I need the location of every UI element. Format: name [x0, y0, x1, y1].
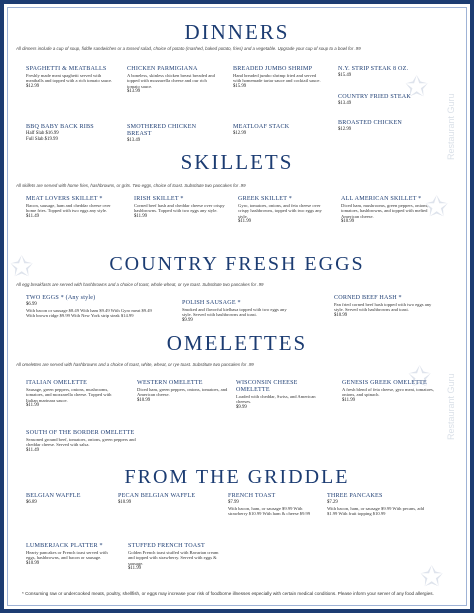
menu-item [128, 543, 220, 572]
item-desc: Sausage, green peppers, onions, mushrooms, tomatoes, and mozzarella cheese. Topped with Italian marinara sauce. [26, 387, 112, 403]
item-desc: With bacon or sausage $8.49 With ham $9.49 With Gyro meat $9.49 With brown ridge $9.99 With New York strip steak $14.99 [26, 307, 152, 318]
menu-item [228, 493, 320, 516]
item-name: GENESIS GREEK OMELETTE [342, 380, 427, 386]
item-price: $11.99 [238, 219, 252, 225]
item-desc: Hearty pancakes or French toast served with eggs, hashbrowns, and bacon or sausage. [26, 550, 108, 561]
item-desc: With bacon, ham, or sausage $9.99 With strawberry $10.99 With ham & cheese $9.99 [228, 505, 311, 516]
menu-item [26, 66, 118, 89]
item-name: IRISH SKILLET * [134, 196, 184, 202]
item-name: SPAGHETTI & MEATBALLS [26, 66, 107, 72]
item-price: $11.99 [26, 403, 40, 409]
item-price: Full Slab $19.99 [26, 136, 58, 142]
item-name: BROASTED CHICKEN [338, 120, 402, 126]
menu-item [338, 120, 438, 133]
star-watermark-icon: ✩ [408, 360, 432, 393]
item-name: WESTERN OMELETTE [137, 380, 203, 386]
menu-item [127, 66, 219, 95]
item-name: MEATLOAF STACK [233, 124, 290, 130]
item-price: Half Slab $16.99 [26, 131, 59, 136]
item-name: N.Y. STRIP STEAK 8 OZ. [338, 66, 409, 72]
item-price: $13.49 [127, 138, 141, 143]
item-price: $10.99 [341, 219, 355, 225]
menu-item [26, 124, 118, 142]
omelettes-note: All omelettes are served with hashbrowns and a choice of toast, white, wheat, or rye toast. Substitute two pancakes for .99 [16, 362, 254, 367]
item-price: $11.99 [134, 213, 148, 219]
menu-item [118, 493, 210, 506]
menu-item [236, 380, 320, 410]
item-name: ALL AMERICAN SKILLET * [341, 196, 422, 202]
item-desc: Gyro, tomatoes, onions, and feta cheese over crispy hashbrowns, topped with two eggs any style. [238, 203, 322, 219]
item-price: $10.99 [26, 560, 40, 566]
item-name: SMOTHERED CHICKEN BREAST [127, 124, 197, 137]
item-desc: Freshly made meat spaghetti served with meatballs and topped with a rich tomato sauce. [26, 73, 113, 84]
item-name: GREEK SKILLET * [238, 196, 293, 202]
menu-item [137, 380, 229, 403]
item-price: $10.99 [334, 312, 348, 318]
item-price: $11.49 [26, 213, 40, 219]
menu-item [26, 543, 118, 566]
star-watermark-icon: ✩ [10, 250, 34, 283]
item-name: WISCONSIN CHEESE OMELETTE [236, 380, 298, 393]
item-desc: Seasoned ground beef, tomatoes, onions, green peppers and cheddar cheese. Served with salsa. [26, 437, 136, 448]
item-name: CORNED BEEF HASH * [334, 295, 402, 301]
item-name: FRENCH TOAST [228, 493, 276, 499]
item-desc: Diced ham, green peppers, onions, tomatoes, and American cheese. [137, 387, 228, 398]
item-price: $12.99 [338, 127, 352, 132]
menu-item [134, 196, 226, 219]
item-name: POLISH SAUSAGE * [182, 300, 241, 306]
watermark-text: Restaurant Guru [446, 373, 456, 440]
menu-item [182, 300, 292, 323]
menu-item [334, 295, 440, 318]
allergy-disclaimer: * Consuming raw or undercooked meats, poultry, shellfish, or eggs may increase your risk of foodborne illnesses especially with certain medical conditions. Please inform your server of any food allergies. [22, 591, 434, 596]
eggs-note: All egg breakfasts are served with hashbrowns and a choice of toast, whole wheat, or rye toast. Substitute two pancakes for .99 [16, 282, 264, 287]
item-price: $9.99 [182, 317, 193, 323]
item-name: BELGIAN WAFFLE [26, 493, 81, 499]
item-price: $7.29 [327, 500, 338, 505]
menu-item [26, 493, 118, 506]
eggs-title: COUNTRY FRESH EGGS [109, 253, 365, 275]
omelettes-title: OMELETTES [166, 331, 308, 355]
item-price: $11.49 [26, 447, 40, 453]
griddle-title: FROM THE GRIDDLE [124, 466, 350, 488]
item-name: BREADED JUMBO SHRIMP [233, 66, 313, 72]
item-price: $6.99 [26, 302, 37, 307]
item-price: $7.99 [228, 500, 239, 505]
item-desc: A fresh blend of feta cheese, gyro meat, tomatoes, onions, and spinach. [342, 387, 434, 398]
dinners-title: DINNERS [184, 20, 290, 44]
menu-item [26, 295, 156, 318]
item-name: MEAT LOVERS SKILLET * [26, 196, 103, 202]
menu-item [341, 196, 441, 225]
item-desc: Golden French toast stuffed with Bavarian cream and topped with strawberry. Served with eggs & sausage. [128, 550, 219, 566]
menu-item [342, 380, 442, 403]
item-desc: Diced ham, mushrooms, green peppers, onions, tomatoes, hashbrowns, and topped with melted American cheese. [341, 203, 429, 219]
star-watermark-icon: ✩ [425, 190, 449, 223]
menu-item [338, 66, 438, 79]
item-desc: Bacon, sausage, ham and cheddar cheese over home fries. Topped with two eggs any style. [26, 203, 111, 214]
menu-item [233, 124, 325, 137]
item-price: $9.99 [236, 404, 247, 410]
item-name: STUFFED FRENCH TOAST [128, 543, 205, 549]
item-name: SOUTH OF THE BORDER OMELETTE [26, 430, 135, 436]
item-price: $10.99 [118, 500, 132, 505]
item-price: $11.99 [342, 397, 356, 403]
item-price: $15.49 [338, 73, 352, 78]
item-price: $12.99 [26, 83, 40, 89]
item-desc: A boneless, skinless chicken breast breaded and topped with mozzarella cheese and our rich tomato sauce. [127, 73, 215, 89]
item-name: COUNTRY FRIED STEAK [338, 94, 411, 100]
menu-item [338, 94, 438, 107]
item-price: $15.99 [233, 83, 247, 89]
item-desc: Smoked and flavorful kielbasa topped with two eggs any style. Served with hashbrowns and toast. [182, 307, 287, 318]
item-desc: Loaded with cheddar, Swiss, and American cheeses. [236, 394, 316, 405]
skillets-title: SKILLETS [180, 150, 294, 174]
item-name: BBQ BABY BACK RIBS [26, 124, 94, 130]
menu-item [238, 196, 330, 225]
item-price: $6.89 [26, 500, 37, 505]
item-name: CHICKEN PARMIGIANA [127, 66, 198, 72]
star-watermark-icon: ✩ [405, 70, 429, 103]
item-price: $13.49 [338, 101, 352, 106]
item-name: THREE PANCAKES [327, 493, 383, 499]
menu-item [233, 66, 325, 89]
item-name: PECAN BELGIAN WAFFLE [118, 493, 196, 499]
star-watermark-icon: ✩ [420, 560, 444, 593]
item-name: ITALIAN OMELETTE [26, 380, 88, 386]
item-price: $10.99 [137, 397, 151, 403]
watermark-text: Restaurant Guru [446, 93, 456, 160]
dinners-note: All dinners include a cup of soup, fiddle sandwiches or a tossed salad, choice of potato (mashed, baked potato, fries) and a vegetable. Upgrade your cup of soup to a bowl for .99 [16, 46, 361, 51]
menu-item [127, 124, 219, 144]
item-desc: Hand breaded jumbo shrimp fried and served with homemade tartar sauce and cocktail sauce. [233, 73, 321, 84]
item-price: $11.99 [128, 566, 142, 572]
item-desc: With bacon, ham, or sausage $9.99 With pecans, add $1.99 With fruit topping $10.99 [327, 505, 425, 516]
menu-item [26, 430, 146, 453]
menu-item [26, 380, 124, 409]
menu-item [26, 196, 122, 219]
menu-item [327, 493, 427, 516]
item-name: LUMBERJACK PLATTER * [26, 543, 103, 549]
item-desc: Pan fried corned beef hash topped with two eggs any style. Served with hashbrowns and toast. [334, 302, 432, 313]
item-price: $12.99 [233, 131, 247, 136]
item-desc: Corned beef hash and cheddar cheese over crispy hashbrowns. Topped with two eggs any style. [134, 203, 225, 214]
item-name: TWO EGGS * (Any style) [26, 295, 96, 301]
skillets-note: All skillets are served with home fries, hashbrowns, or grits. Two eggs, choice of toast. Substitute two pancakes for .99 [16, 183, 246, 188]
item-price: $13.99 [127, 89, 141, 95]
